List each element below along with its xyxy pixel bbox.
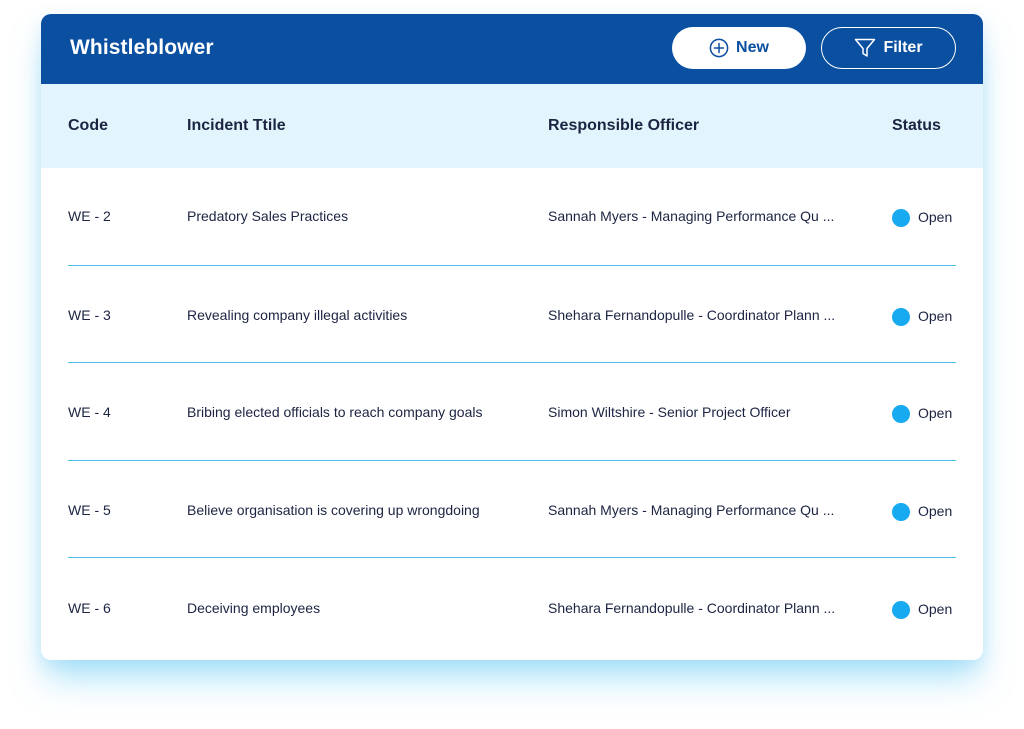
row-divider	[68, 265, 956, 266]
status-dot-icon	[892, 308, 910, 326]
status-dot-icon	[892, 503, 910, 521]
row-status	[892, 306, 952, 326]
filter-button-label: Filter	[883, 39, 923, 56]
row-code: WE - 4	[68, 404, 111, 420]
filter-button[interactable]	[821, 27, 956, 69]
table-row[interactable]	[41, 462, 983, 559]
table-row[interactable]	[41, 168, 983, 265]
row-code: WE - 6	[68, 600, 111, 616]
new-button-label: New	[736, 39, 769, 56]
row-responsible-officer: Sannah Myers - Managing Performance Qu ...	[548, 502, 835, 518]
status-label: Open	[918, 308, 953, 324]
row-responsible-officer: Shehara Fernandopulle - Coordinator Plann ...	[548, 600, 836, 616]
status-dot-icon	[892, 209, 910, 227]
row-status	[892, 501, 952, 521]
column-header-code[interactable]: Code	[68, 117, 108, 134]
row-responsible-officer: Sannah Myers - Managing Performance Qu ...	[548, 208, 835, 224]
status-label: Open	[918, 405, 953, 421]
table-row[interactable]	[41, 267, 983, 364]
row-code: WE - 2	[68, 208, 111, 224]
row-incident-title: Revealing company illegal activities	[187, 307, 408, 323]
row-incident-title: Believe organisation is covering up wrongdoing	[187, 502, 480, 518]
status-label: Open	[918, 209, 953, 225]
table-header	[41, 84, 983, 168]
column-header-status[interactable]: Status	[892, 117, 941, 134]
table-row[interactable]	[41, 560, 983, 657]
row-code: WE - 3	[68, 307, 111, 323]
status-dot-icon	[892, 405, 910, 423]
funnel-icon	[854, 38, 876, 58]
row-divider	[68, 362, 956, 363]
row-status	[892, 207, 952, 227]
row-divider	[68, 460, 956, 461]
column-header-incident-title[interactable]: Incident Ttile	[187, 117, 286, 134]
plus-circle-icon	[709, 38, 729, 58]
row-responsible-officer: Simon Wiltshire - Senior Project Officer	[548, 404, 791, 420]
row-responsible-officer: Shehara Fernandopulle - Coordinator Plann ...	[548, 307, 836, 323]
status-label: Open	[918, 601, 953, 617]
status-dot-icon	[892, 601, 910, 619]
whistleblower-card	[41, 14, 983, 660]
row-divider	[68, 557, 956, 558]
row-code: WE - 5	[68, 502, 111, 518]
row-status	[892, 599, 952, 619]
card-header	[41, 14, 983, 84]
table-row[interactable]	[41, 364, 983, 461]
row-status	[892, 403, 952, 423]
status-label: Open	[918, 503, 953, 519]
column-header-responsible-officer[interactable]: Responsible Officer	[548, 117, 700, 134]
page-title: Whistleblower	[70, 36, 214, 59]
row-incident-title: Bribing elected officials to reach company goals	[187, 404, 483, 420]
row-incident-title: Predatory Sales Practices	[187, 208, 349, 224]
new-button[interactable]	[672, 27, 806, 69]
row-incident-title: Deceiving employees	[187, 600, 321, 616]
